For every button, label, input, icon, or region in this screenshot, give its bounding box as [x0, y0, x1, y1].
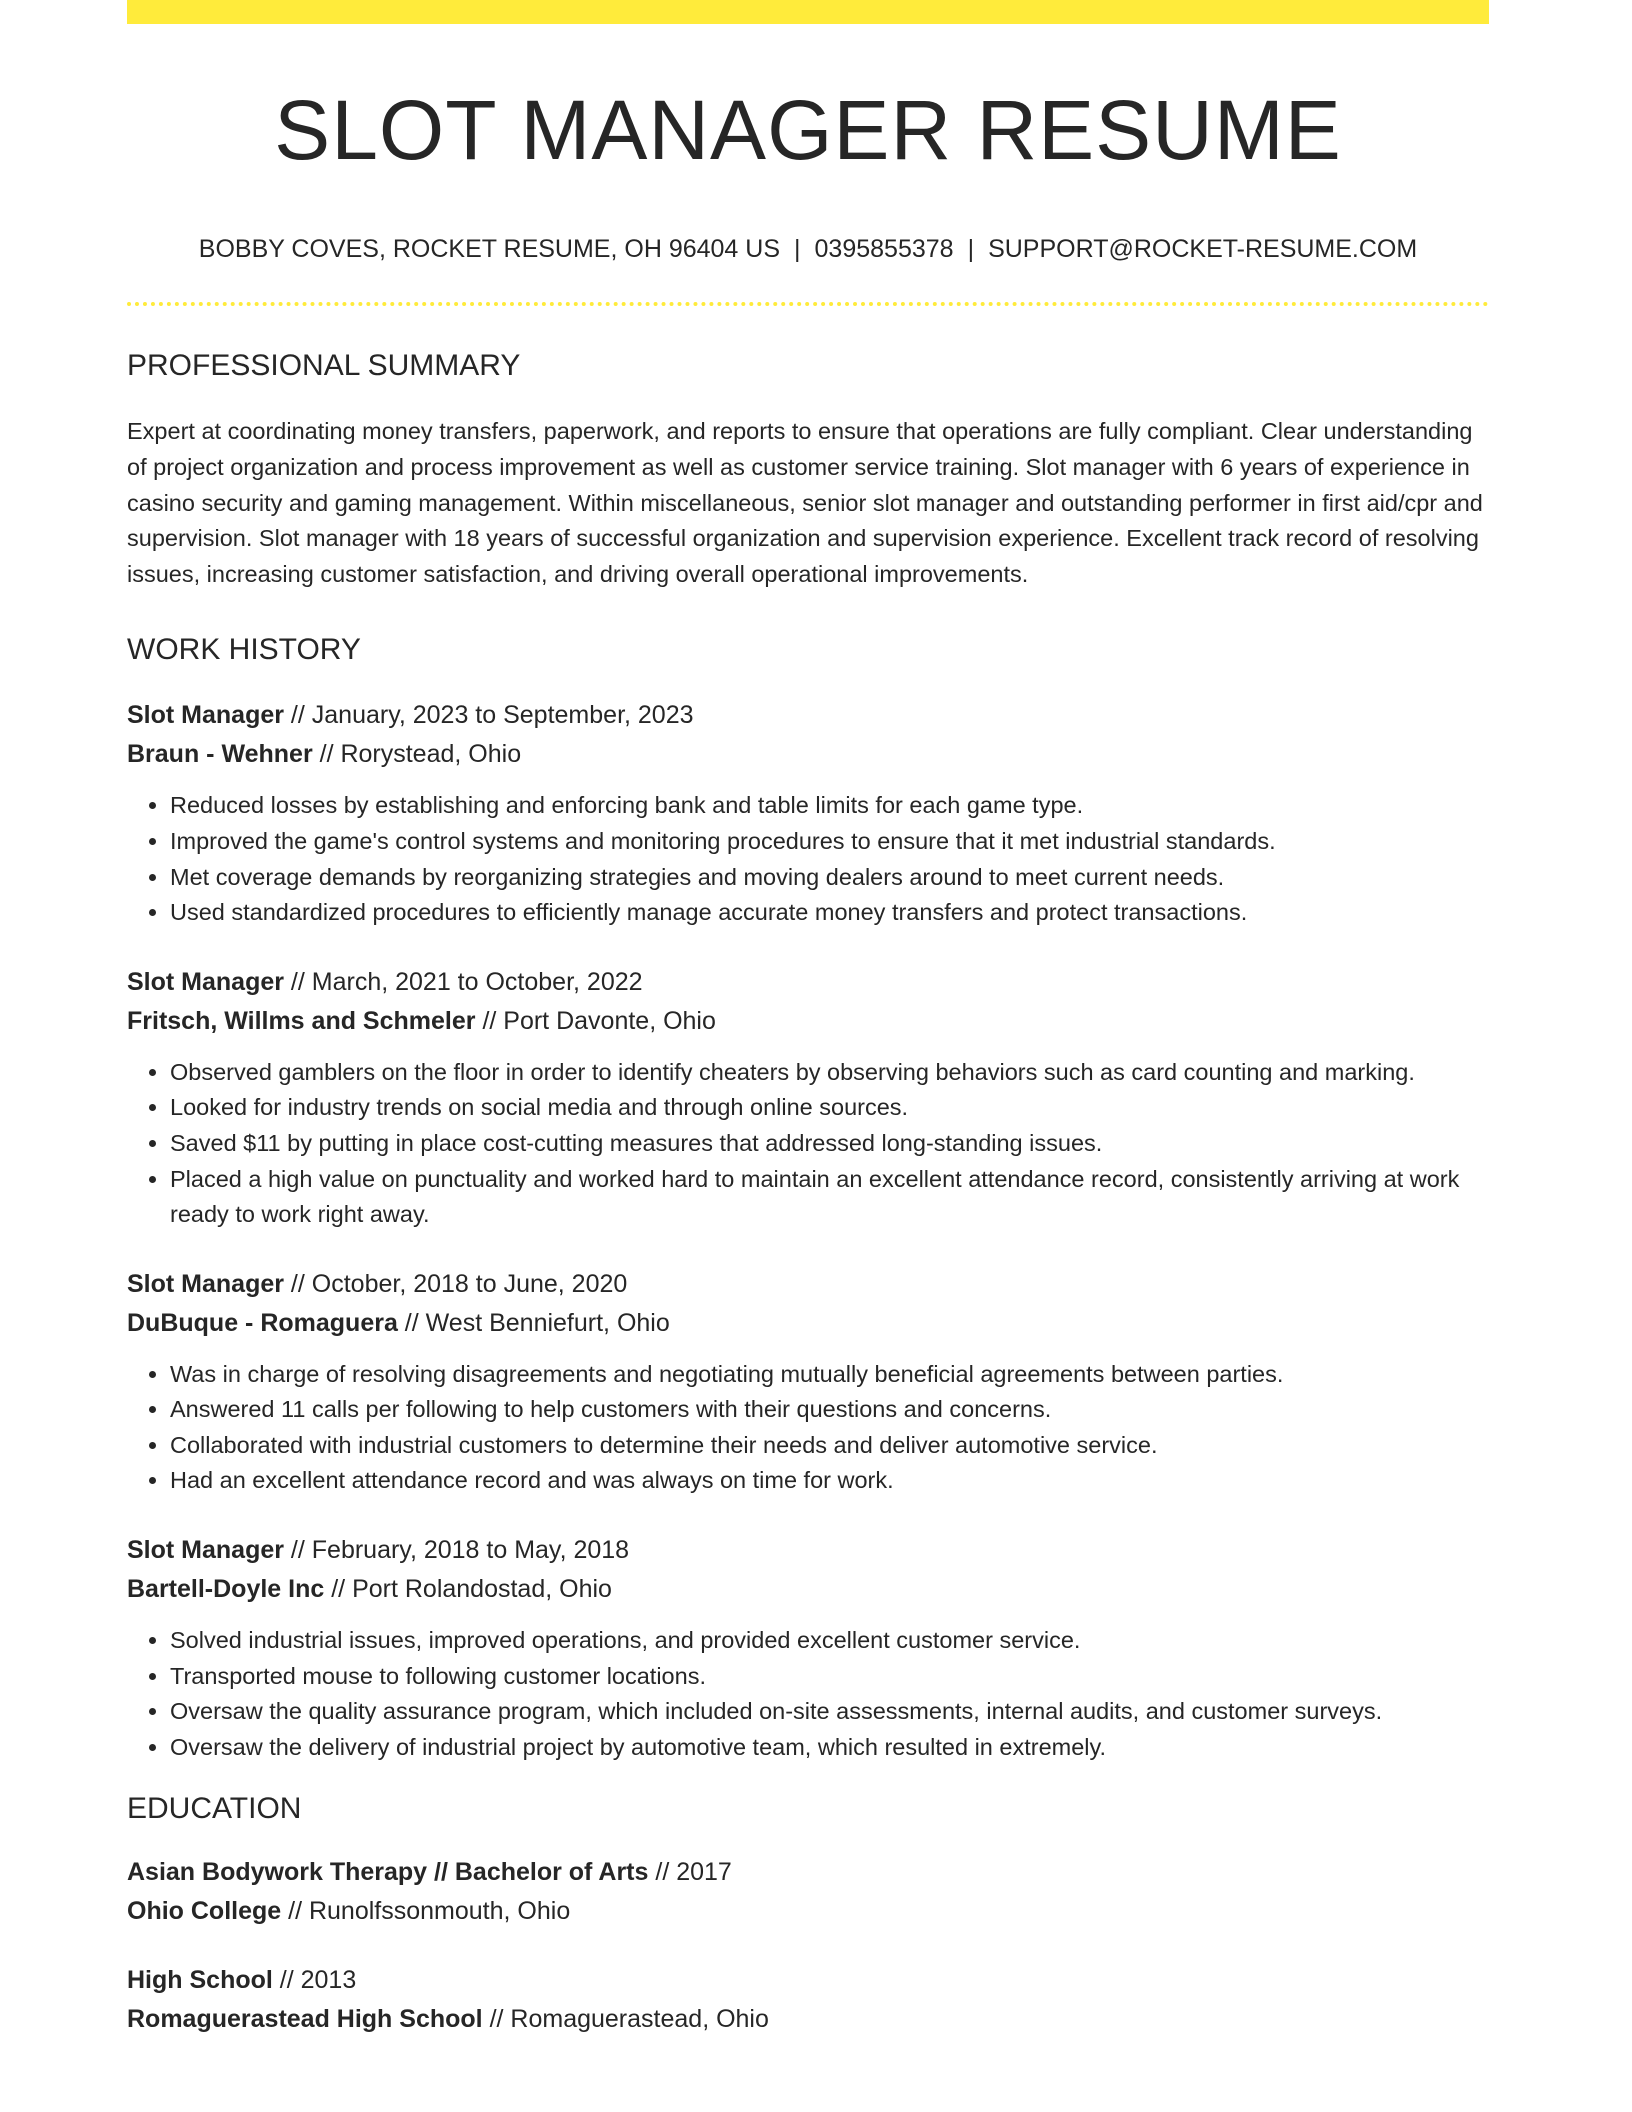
job-title-line: [127, 1531, 1489, 1570]
job-dates: // October, 2018 to June, 2020: [283, 1269, 628, 1298]
job-title-line: [127, 1265, 1489, 1304]
contact-separator: |: [967, 235, 975, 264]
dotted-divider: [127, 302, 1489, 306]
summary-section: [127, 348, 1489, 592]
job-bullets: [127, 1055, 1489, 1233]
job-location: // Rorystead, Ohio: [312, 740, 522, 769]
job-bullet: • Observed gamblers on the floor in order to identify cheaters by observing behaviors such as card counting and marking.: [170, 1055, 1489, 1091]
job-bullet: • Placed a high value on punctuality and worked hard to maintain an excellent attendance record, consistently arriving at work ready to work right away.: [170, 1162, 1489, 1233]
job-company-line: [127, 1002, 1489, 1041]
job-bullets: [127, 1623, 1489, 1765]
education-school-line: [127, 2000, 1489, 2039]
education-location: // Romaguerastead, Ohio: [482, 2005, 769, 2034]
contact-address: BOBBY COVES, ROCKET RESUME, OH 96404 US: [198, 235, 781, 264]
education-school: Ohio College: [127, 1897, 282, 1926]
education-degree-line: [127, 1853, 1489, 1892]
job-dates: // February, 2018 to May, 2018: [283, 1536, 630, 1565]
job-bullet: • Oversaw the delivery of industrial project by automotive team, which resulted in extremely.: [170, 1730, 1489, 1766]
education-heading: EDUCATION: [127, 1792, 302, 1826]
education-school: Romaguerastead High School: [127, 2005, 483, 2034]
job-company: DuBuque - Romaguera: [127, 1308, 398, 1337]
contact-separator: |: [794, 235, 801, 264]
job-company: Braun - Wehner: [127, 740, 313, 769]
education-degree-line: [127, 1961, 1489, 2000]
education-degree: Asian Bodywork Therapy // Bachelor of Arts: [127, 1858, 649, 1887]
job-bullet: • Transported mouse to following customer locations.: [170, 1659, 1489, 1695]
education-entry: [127, 1853, 1489, 1931]
education-degree: High School: [127, 1966, 273, 1995]
education-section: [127, 1791, 1489, 2039]
education-school-line: [127, 1892, 1489, 1931]
job-bullet: • Had an excellent attendance record and was always on time for work.: [170, 1463, 1489, 1499]
job-entry: [127, 1531, 1489, 1765]
job-bullet: • Met coverage demands by reorganizing strategies and moving dealers around to meet current needs.: [170, 860, 1489, 896]
job-bullet: • Oversaw the quality assurance program, which included on-site assessments, internal audits, and customer surveys.: [170, 1694, 1489, 1730]
education-year: // 2013: [272, 1966, 357, 1995]
job-bullet: • Was in charge of resolving disagreements and negotiating mutually beneficial agreements between parties.: [170, 1357, 1489, 1393]
job-bullet: • Collaborated with industrial customers to determine their needs and deliver automotive service.: [170, 1428, 1489, 1464]
resume-title: SLOT MANAGER RESUME: [274, 83, 1342, 177]
job-title: Slot Manager: [127, 701, 284, 730]
job-entry: [127, 696, 1489, 930]
resume-page: [127, 0, 1489, 2039]
contact-line: [127, 234, 1489, 264]
job-company: Fritsch, Willms and Schmeler: [127, 1006, 476, 1035]
summary-text: Expert at coordinating money transfers, paperwork, and reports to ensure that operations are fully compliant. Clear understanding of project organization and process improvement as well as customer service training. Slot manager with 6 years of experience in casino security and gaming management. Within miscellaneous, senior slot manager and outstanding performer in first aid/cpr and supervision. Slot manager with 18 years of successful organization and supervision experience. Excellent track record of resolving issues, increasing customer satisfaction, and driving overall operational improvements.: [127, 418, 1483, 587]
contact-email: SUPPORT@ROCKET-RESUME.COM: [988, 235, 1418, 264]
summary-heading: PROFESSIONAL SUMMARY: [127, 349, 521, 383]
education-year: // 2017: [648, 1858, 732, 1887]
job-bullet: • Looked for industry trends on social media and through online sources.: [170, 1090, 1489, 1126]
job-bullet: • Improved the game's control systems and monitoring procedures to ensure that it met industrial standards.: [170, 824, 1489, 860]
job-location: // Port Davonte, Ohio: [475, 1006, 716, 1035]
job-dates: // March, 2021 to October, 2022: [283, 967, 643, 996]
job-company-line: [127, 1304, 1489, 1343]
job-company-line: [127, 735, 1489, 774]
accent-top-bar: [127, 0, 1489, 24]
job-location: // West Benniefurt, Ohio: [397, 1308, 670, 1337]
education-location: // Runolfssonmouth, Ohio: [281, 1897, 571, 1926]
job-bullet: • Used standardized procedures to efficiently manage accurate money transfers and protect transactions.: [170, 895, 1489, 931]
education-entry: [127, 1961, 1489, 2039]
job-bullet: • Reduced losses by establishing and enforcing bank and table limits for each game type.: [170, 788, 1489, 824]
job-entry: [127, 1265, 1489, 1499]
job-location: // Port Rolandostad, Ohio: [324, 1575, 612, 1604]
job-title: Slot Manager: [127, 967, 284, 996]
job-entry: [127, 963, 1489, 1233]
job-title-line: [127, 963, 1489, 1002]
job-company-line: [127, 1570, 1489, 1609]
job-bullets: [127, 1357, 1489, 1499]
job-dates: // January, 2023 to September, 2023: [283, 701, 694, 730]
job-bullet: • Saved $11 by putting in place cost-cutting measures that addressed long-standing issues.: [170, 1126, 1489, 1162]
job-bullets: [127, 788, 1489, 930]
work-history-heading: WORK HISTORY: [127, 633, 361, 667]
contact-phone: 0395855378: [814, 235, 954, 264]
job-company: Bartell-Doyle Inc: [127, 1575, 325, 1604]
job-title: Slot Manager: [127, 1536, 284, 1565]
job-bullet: • Answered 11 calls per following to help customers with their questions and concerns.: [170, 1392, 1489, 1428]
job-bullet: • Solved industrial issues, improved operations, and provided excellent customer service.: [170, 1623, 1489, 1659]
work-history-section: [127, 632, 1489, 1765]
job-title: Slot Manager: [127, 1269, 284, 1298]
job-title-line: [127, 696, 1489, 735]
